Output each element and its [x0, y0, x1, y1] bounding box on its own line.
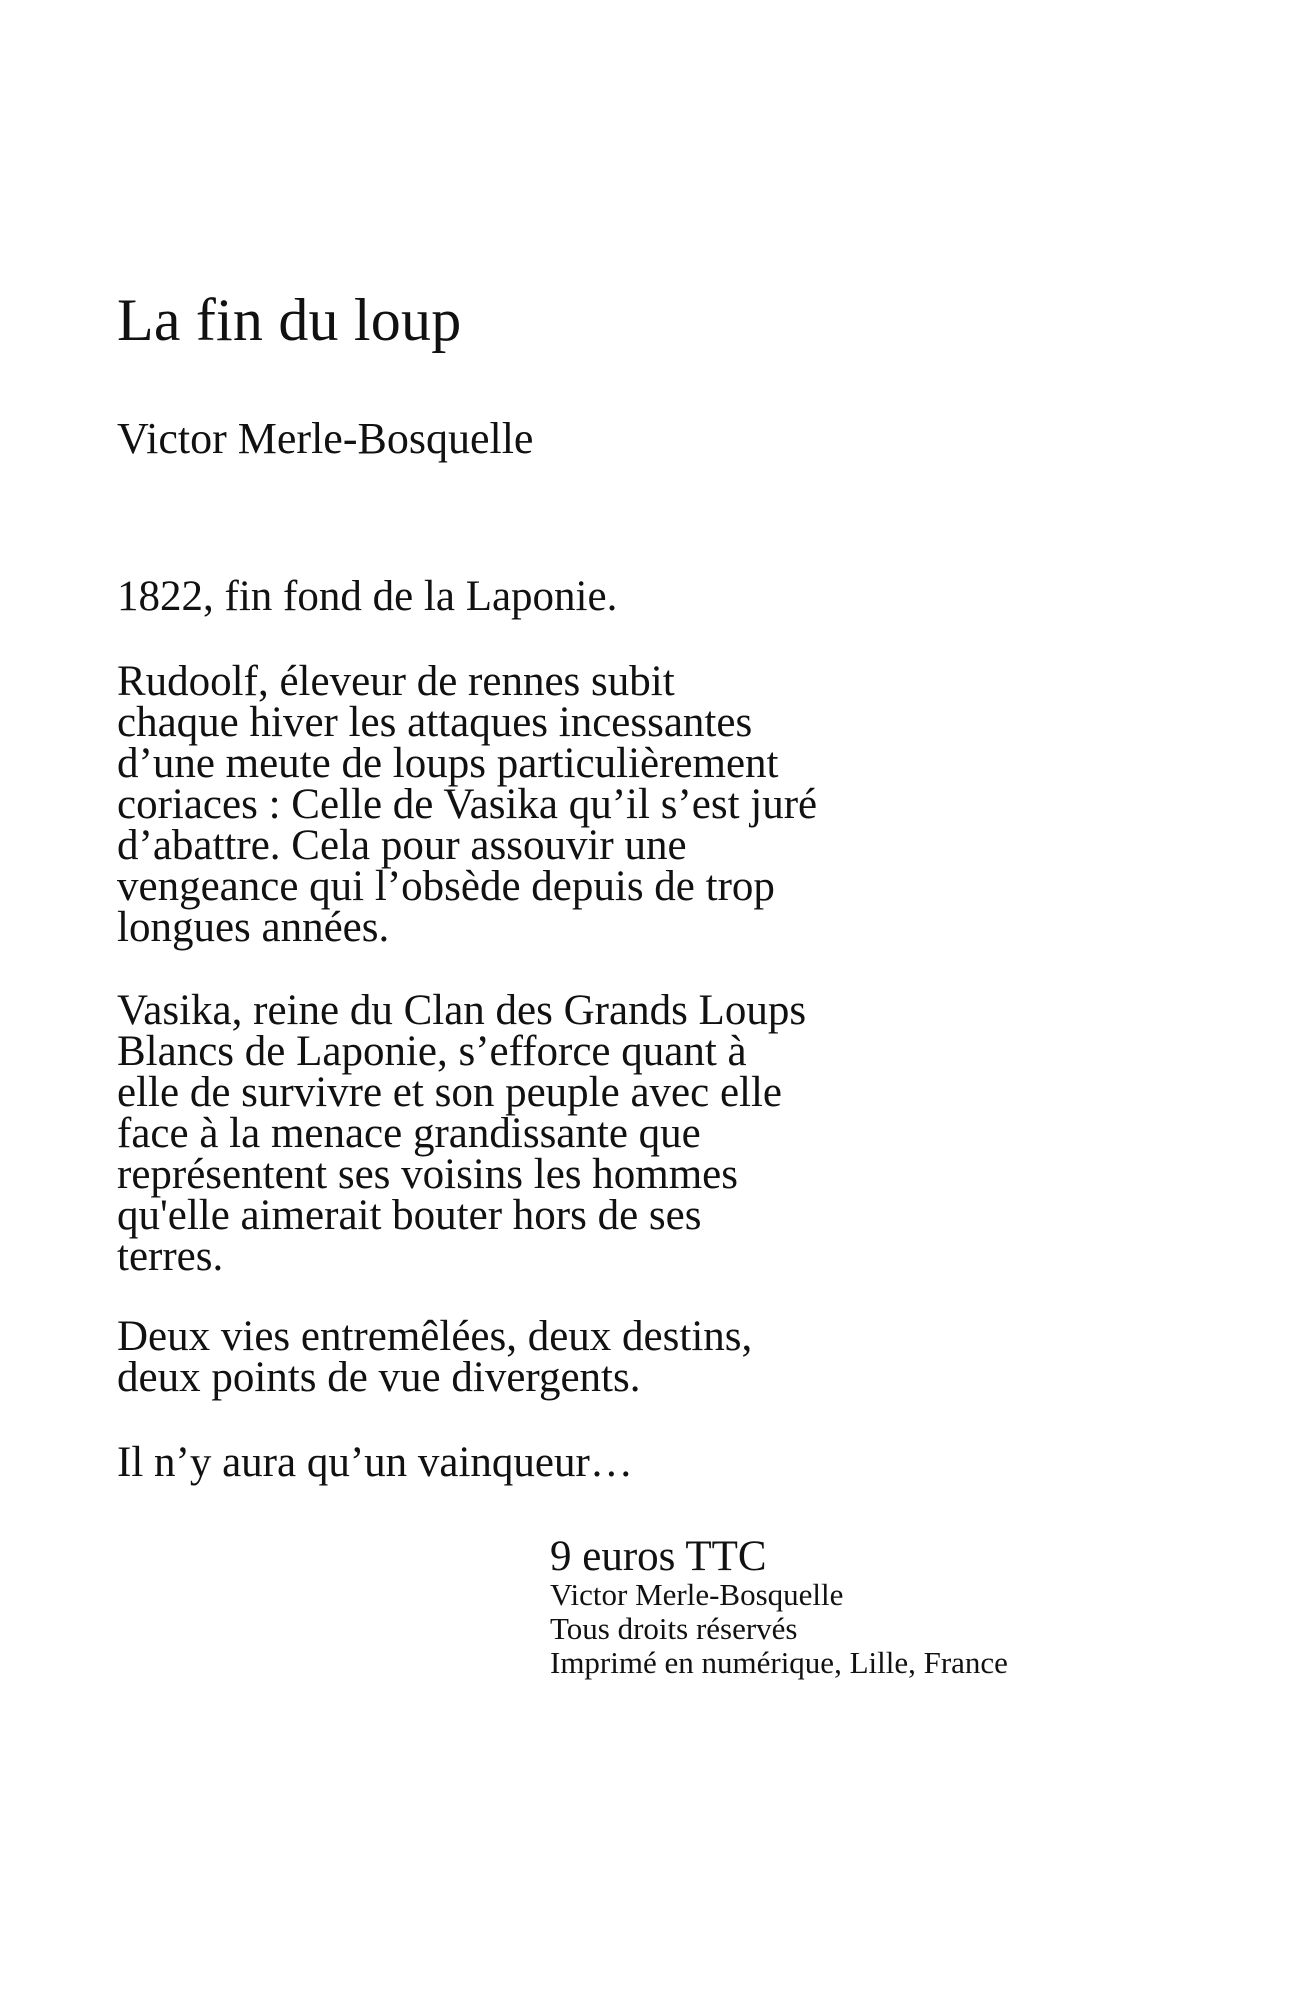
blurb-line: vengeance qui l’obsède depuis de trop: [117, 863, 775, 910]
blurb-line: Blancs de Laponie, s’efforce quant à: [117, 1028, 747, 1075]
rights-notice: Tous droits réservés: [550, 1611, 798, 1646]
blurb-line: elle de survivre et son peuple avec elle: [117, 1069, 783, 1116]
blurb-line: qu'elle aimerait bouter hors de ses: [117, 1192, 702, 1239]
blurb-line: d’une meute de loups particulièrement: [117, 740, 779, 787]
blurb-line: coriaces : Celle de Vasika qu’il s’est juré: [117, 781, 818, 828]
blurb-line: représentent ses voisins les hommes: [117, 1151, 739, 1198]
blurb-paragraph: [117, 987, 807, 1280]
book-author: Victor Merle-Bosquelle: [117, 414, 534, 463]
colophon-author: Victor Merle-Bosquelle: [550, 1577, 844, 1612]
blurb-paragraph: [117, 1313, 753, 1401]
blurb-paragraph: [117, 573, 618, 620]
blurb-line: Il n’y aura qu’un vainqueur…: [117, 1439, 633, 1486]
blurb-line: d’abattre. Cela pour assouvir une: [117, 822, 687, 869]
blurb-line: longues années.: [117, 904, 390, 951]
blurb-paragraph: [117, 1439, 633, 1486]
blurb-line: Deux vies entremêlées, deux destins,: [117, 1313, 753, 1360]
blurb-line: 1822, fin fond de la Laponie.: [117, 573, 618, 620]
colophon-block: [550, 1535, 1008, 1680]
blurb-line: face à la menace grandissante que: [117, 1110, 701, 1157]
printing-info: Imprimé en numérique, Lille, France: [550, 1645, 1008, 1680]
price-label: 9 euros TTC: [550, 1533, 767, 1580]
blurb-line: deux points de vue divergents.: [117, 1354, 641, 1401]
blurb-line: chaque hiver les attaques incessantes: [117, 699, 753, 746]
book-title: La fin du loup: [117, 287, 462, 353]
blurb-line: Rudoolf, éleveur de rennes subit: [117, 658, 675, 705]
blurb-line: Vasika, reine du Clan des Grands Loups: [117, 987, 807, 1034]
blurb-line: terres.: [117, 1233, 224, 1280]
blurb-paragraph: [117, 658, 818, 951]
